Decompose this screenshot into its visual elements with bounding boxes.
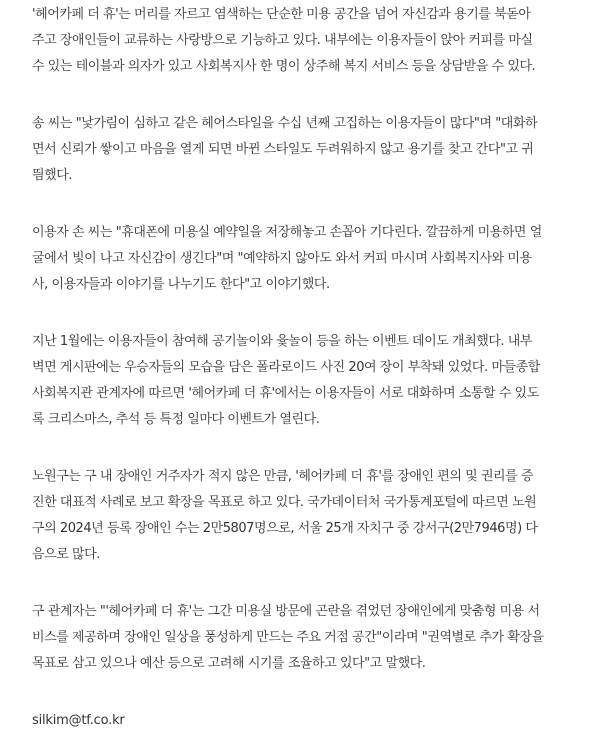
paragraph-line: 굴에서 빛이 나고 자신감이 생긴다"며 "예약하지 않아도 와서 커피 마시며 사회복지사와 미용 [32, 251, 532, 266]
paragraph-line: 면서 신뢰가 쌓이고 마음을 열게 되면 바뀐 스타일도 두려워하지 않고 용기를 찾고 간다"고 귀 [32, 142, 534, 157]
paragraph-line: 주고 장애인들이 교류하는 사랑방으로 기능하고 있다. 내부에는 이용자들이 앉아 커피를 마실 [32, 33, 533, 48]
paragraph-line: 띔했다. [32, 168, 73, 183]
paragraph-line: 사, 이용자들과 이야기를 나누기도 한다"고 이야기했다. [32, 277, 330, 292]
paragraph-line: 비스를 제공하며 장애인 일상을 풍성하게 만드는 주요 거점 공간"이라며 "권역별로 추가 확장을 [32, 630, 544, 645]
paragraph-4 [32, 329, 570, 433]
paragraph-line: 록 크리스마스, 추석 등 특정 일마다 이벤트가 열린다. [32, 412, 320, 427]
paragraph-line: '헤어카페 더 휴'는 머리를 자르고 염색하는 단순한 미용 공간을 넘어 자신감과 용기를 북돋아 [32, 7, 531, 22]
paragraph-5 [32, 464, 570, 568]
paragraph-line: 사회복지관 관계자에 따르면 '헤어카페 더 휴'에서는 이용자들이 서로 대화하며 소통할 수 있도 [32, 386, 539, 401]
paragraph-2 [32, 111, 570, 189]
paragraph-line: 송 씨는 "낯가림이 심하고 같은 헤어스타일을 수십 년째 고집하는 이용자들이 많다"며 "대화하 [32, 116, 538, 131]
paragraph-6 [32, 599, 570, 677]
paragraph-line: 수 있는 테이블과 의자가 있고 사회복지사 한 명이 상주해 복지 서비스 등을 상담받을 수 있다. [32, 59, 536, 74]
paragraph-line: 지난 1월에는 이용자들이 참여해 공기놀이와 윷놀이 등을 하는 이벤트 데이도 개최했다. 내부 [32, 334, 533, 349]
paragraph-line: 진한 대표적 사례로 보고 확장을 목표로 하고 있다. 국가데이터처 국가통계포털에 따르면 노원 [32, 495, 537, 510]
byline-email: silkim@tf.co.kr [32, 713, 125, 728]
paragraph-line: 이용자 손 씨는 "휴대폰에 미용실 예약일을 저장해놓고 손꼽아 기다린다. 깔끔하게 미용하면 얼 [32, 225, 542, 240]
paragraph-1 [32, 2, 570, 80]
paragraph-line: 구의 2024년 등록 장애인 수는 2만5807명으로, 서울 25개 자치구 중 강서구(2만7946명) 다 [32, 521, 538, 536]
paragraph-line: 음으로 많다. [32, 547, 100, 562]
paragraph-line: 목표로 삼고 있으나 예산 등으로 고려해 시기를 조율하고 있다"고 말했다. [32, 656, 426, 671]
paragraph-line: 노원구는 구 내 장애인 거주자가 적지 않은 만큼, '헤어카페 더 휴'를 장애인 편의 및 권리를 증 [32, 469, 534, 484]
paragraph-line: 벽면 게시판에는 우승자들의 모습을 담은 폴라로이드 사진 20여 장이 부착돼 있었다. 마들종합 [32, 360, 540, 375]
paragraph-line: 구 관계자는 "'헤어카페 더 휴'는 그간 미용실 방문에 곤란을 겪었던 장애인에게 맞춤형 미용 서 [32, 604, 540, 619]
paragraph-3 [32, 220, 570, 298]
